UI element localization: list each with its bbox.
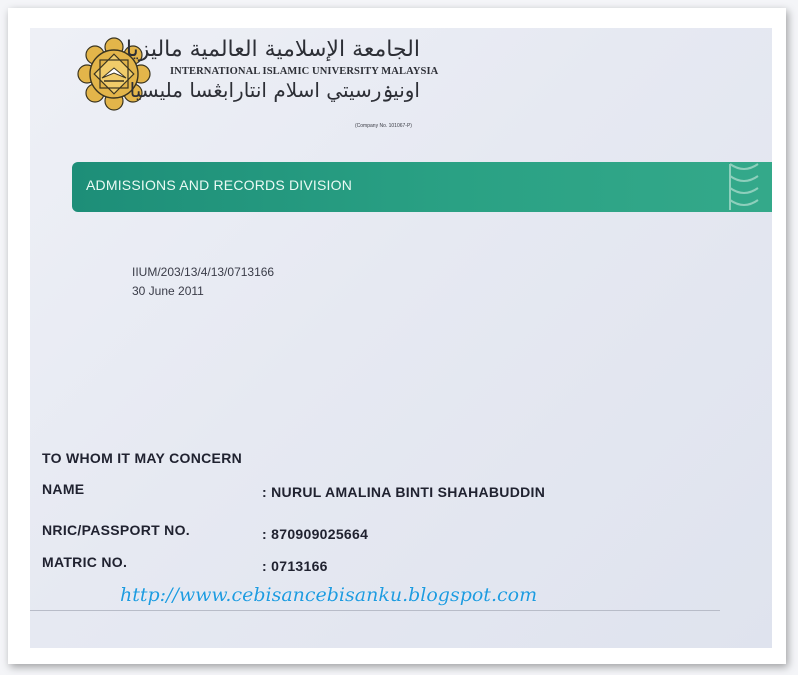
- matric-label: MATRIC NO.: [42, 554, 128, 570]
- letter-document: [30, 28, 772, 648]
- jawi-university-name: اونيۏرسيتي اسلام انتارابڠسا مليسيا: [129, 78, 420, 102]
- divider-line: [30, 610, 720, 611]
- name-value: : NURUL AMALINA BINTI SHAHABUDDIN: [262, 484, 546, 500]
- salutation: TO WHOM IT MAY CONCERN: [42, 450, 243, 466]
- division-title: ADMISSIONS AND RECORDS DIVISION: [86, 177, 353, 193]
- division-banner: [72, 162, 772, 212]
- nric-label: NRIC/PASSPORT NO.: [42, 522, 190, 538]
- letter-date: 30 June 2011: [132, 284, 204, 298]
- english-university-name: INTERNATIONAL ISLAMIC UNIVERSITY MALAYSIA: [170, 66, 439, 77]
- name-label: NAME: [42, 481, 85, 497]
- ornament-pattern-icon: [722, 162, 766, 212]
- blog-watermark: http://www.cebisancebisanku.blogspot.com: [120, 584, 538, 606]
- matric-value: : 0713166: [262, 558, 328, 574]
- reference-number: IIUM/203/13/4/13/0713166: [132, 265, 275, 279]
- nric-value: : 870909025664: [262, 526, 369, 542]
- arabic-university-name: الجامعة الإسلامية العالمية ماليزيا: [125, 37, 420, 62]
- company-number: (Company No. 101067-P): [355, 123, 412, 129]
